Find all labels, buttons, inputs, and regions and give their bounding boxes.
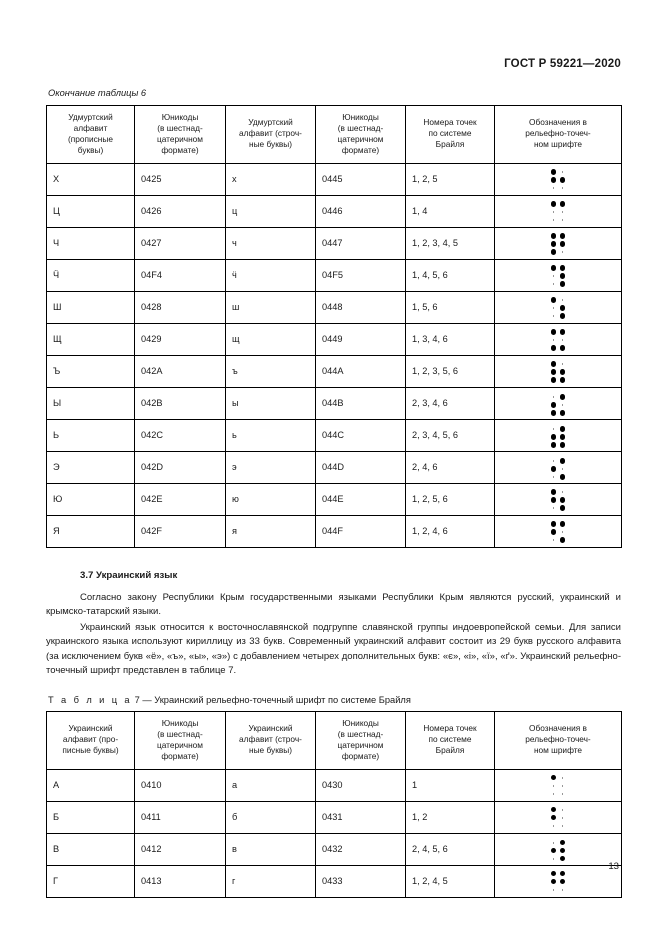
cell-uppercase-unicode: 0428 — [135, 291, 226, 323]
column-header-3 — [226, 106, 316, 164]
braille-dot-6 — [562, 219, 563, 220]
cell-uppercase-unicode: 04F4 — [135, 259, 226, 291]
table-row — [47, 419, 622, 451]
cell-uppercase-letter: Ӵ — [47, 259, 135, 291]
column-header-line: по системе — [428, 128, 472, 139]
cell-braille-glyph — [495, 227, 622, 259]
braille-dot-5 — [560, 177, 565, 182]
braille-dot-3 — [551, 442, 556, 447]
cell-braille-dot-numbers: 1, 2, 4, 5 — [406, 865, 495, 897]
braille-dot-6 — [560, 313, 565, 318]
cell-braille-glyph — [495, 769, 622, 801]
column-header-line: Обозначения в — [529, 723, 587, 734]
braille-dot-3 — [551, 249, 556, 254]
braille-dot-4 — [560, 426, 565, 431]
cell-braille-glyph — [495, 801, 622, 833]
cell-lowercase-letter: ш — [226, 291, 316, 323]
braille-dot-4 — [560, 840, 565, 845]
cell-lowercase-unicode: 04F5 — [316, 259, 406, 291]
cell-braille-dot-numbers: 1, 3, 4, 6 — [406, 323, 495, 355]
column-header-line: рельефно-точеч- — [525, 734, 591, 745]
braille-dot-1 — [551, 775, 556, 780]
column-header-line: формате) — [341, 144, 380, 155]
braille-dot-1 — [553, 428, 554, 429]
column-header-1 — [47, 711, 135, 769]
braille-dot-6 — [560, 377, 565, 382]
braille-dot-6 — [562, 889, 563, 890]
braille-cell — [549, 360, 567, 384]
table-7-ukrainian-braille — [46, 711, 622, 898]
cell-braille-dot-numbers: 2, 3, 4, 6 — [406, 387, 495, 419]
cell-lowercase-unicode: 0448 — [316, 291, 406, 323]
column-header-line: (в шестнад- — [157, 122, 203, 133]
table-row — [47, 355, 622, 387]
column-header-line: Юникоды — [161, 717, 199, 728]
spacer — [46, 679, 621, 695]
column-header-1 — [47, 106, 135, 164]
braille-dot-2 — [553, 307, 554, 308]
cell-braille-glyph — [495, 419, 622, 451]
cell-uppercase-unicode: 042B — [135, 387, 226, 419]
cell-uppercase-unicode: 0410 — [135, 769, 226, 801]
cell-lowercase-letter: ю — [226, 483, 316, 515]
column-header-line: цатеричном — [157, 739, 203, 750]
braille-dot-1 — [551, 265, 556, 270]
braille-dot-1 — [551, 329, 556, 334]
braille-dot-2 — [551, 369, 556, 374]
braille-dot-4 — [562, 171, 563, 172]
column-header-5 — [406, 106, 495, 164]
cell-uppercase-unicode: 042C — [135, 419, 226, 451]
braille-dot-4 — [562, 363, 563, 364]
braille-dot-1 — [553, 842, 554, 843]
braille-dot-4 — [560, 233, 565, 238]
braille-dot-2 — [553, 339, 554, 340]
braille-cell — [549, 328, 567, 352]
cell-lowercase-letter: ч — [226, 227, 316, 259]
braille-dot-1 — [551, 233, 556, 238]
column-header-line: Юникоды — [342, 717, 379, 728]
cell-braille-dot-numbers: 1, 2, 5, 6 — [406, 483, 495, 515]
braille-dot-2 — [551, 815, 556, 820]
braille-dot-4 — [560, 329, 565, 334]
column-header-line: алфавит (про- — [62, 734, 119, 745]
braille-dot-5 — [560, 369, 565, 374]
table7-body — [47, 769, 622, 897]
cell-uppercase-letter: Ц — [47, 195, 135, 227]
cell-uppercase-letter: Б — [47, 801, 135, 833]
section-paragraph-2: Украинский язык относится к восточнославянской подгруппе славянской группы индоевропейской семьи. Для записи украинского языка используют кириллицу из 33 букв. Современный украинский алфавит состоит из 29 букв русского алфавита (за исключением букв «ё», «ъ», «ы», «э») с добавлением четырех дополнительных букв: «є», «і», «ї», «ґ». Украинский рельефно-точечный шрифт представлен в таблице 7. — [46, 621, 621, 677]
cell-braille-glyph — [495, 483, 622, 515]
braille-dot-6 — [560, 537, 565, 542]
table-row — [47, 291, 622, 323]
cell-lowercase-letter: ӵ — [226, 259, 316, 291]
braille-dot-1 — [551, 169, 556, 174]
cell-lowercase-letter: щ — [226, 323, 316, 355]
braille-dot-6 — [560, 856, 565, 861]
braille-dot-1 — [551, 489, 556, 494]
braille-dot-6 — [560, 345, 565, 350]
braille-dot-2 — [553, 275, 554, 276]
braille-cell — [549, 457, 567, 481]
column-header-line: формате) — [341, 750, 380, 761]
cell-braille-glyph — [495, 515, 622, 547]
column-header-5 — [406, 711, 495, 769]
table-row — [47, 195, 622, 227]
braille-dot-4 — [560, 265, 565, 270]
cell-braille-dot-numbers: 1, 5, 6 — [406, 291, 495, 323]
braille-dot-4 — [562, 809, 563, 810]
cell-lowercase-letter: ь — [226, 419, 316, 451]
cell-braille-glyph — [495, 451, 622, 483]
column-header-line: писные буквы) — [62, 745, 119, 756]
column-header-line: формате) — [161, 750, 199, 761]
column-header-line: ные буквы) — [249, 139, 292, 150]
braille-cell — [549, 264, 567, 288]
braille-dot-2 — [551, 402, 556, 407]
column-header-line: Брайля — [435, 139, 465, 150]
page-number: 13 — [608, 861, 619, 872]
column-header-line: Юникоды — [161, 112, 199, 122]
cell-lowercase-letter: ц — [226, 195, 316, 227]
cell-braille-dot-numbers: 1, 2, 4, 6 — [406, 515, 495, 547]
cell-braille-dot-numbers: 1, 2, 3, 4, 5 — [406, 227, 495, 259]
column-header-line: (в шестнад- — [337, 728, 384, 739]
braille-dot-1 — [551, 361, 556, 366]
table6-header-row — [47, 106, 622, 164]
column-header-4 — [316, 711, 406, 769]
braille-dot-5 — [560, 305, 565, 310]
table-row — [47, 451, 622, 483]
cell-lowercase-letter: б — [226, 801, 316, 833]
table-row — [47, 801, 622, 833]
braille-cell — [549, 232, 567, 256]
cell-lowercase-unicode: 044C — [316, 419, 406, 451]
column-header-line: Украинский — [68, 723, 113, 734]
column-header-line: по системе — [428, 734, 472, 745]
column-header-6 — [495, 106, 622, 164]
column-header-line: ном шрифте — [533, 139, 583, 150]
column-header-6 — [495, 711, 622, 769]
column-header-line: Брайля — [435, 745, 465, 756]
column-header-3 — [226, 711, 316, 769]
column-header-line: (в шестнад- — [157, 728, 203, 739]
cell-lowercase-unicode: 0449 — [316, 323, 406, 355]
column-header-line: алфавит (строч- — [239, 128, 302, 139]
table7-caption — [48, 695, 621, 705]
column-header-line: (в шестнад- — [337, 122, 384, 133]
cell-braille-dot-numbers: 1 — [406, 769, 495, 801]
cell-braille-glyph — [495, 259, 622, 291]
column-header-line: ные буквы) — [249, 745, 292, 756]
column-header-line: (прописные — [68, 133, 113, 144]
braille-dot-6 — [560, 474, 565, 479]
braille-cell — [549, 774, 567, 798]
table7-header-row — [47, 711, 622, 769]
column-header-line: ном шрифте — [533, 745, 583, 756]
cell-lowercase-letter: я — [226, 515, 316, 547]
column-header-line: алфавит — [73, 122, 108, 133]
braille-dot-5 — [560, 497, 565, 502]
braille-dot-3 — [553, 889, 554, 890]
cell-lowercase-unicode: 044E — [316, 483, 406, 515]
braille-dot-4 — [562, 777, 563, 778]
braille-dot-2 — [551, 241, 556, 246]
table6-caption: Окончание таблицы 6 — [48, 88, 147, 98]
cell-lowercase-unicode: 0433 — [316, 865, 406, 897]
braille-dot-5 — [562, 785, 563, 786]
column-header-line: буквы) — [77, 144, 104, 155]
cell-braille-glyph — [495, 387, 622, 419]
table-row — [47, 259, 622, 291]
braille-dot-4 — [560, 521, 565, 526]
table-header-row — [47, 106, 622, 164]
braille-dot-6 — [560, 505, 565, 510]
cell-uppercase-unicode: 0413 — [135, 865, 226, 897]
cell-braille-glyph — [495, 195, 622, 227]
braille-dot-1 — [551, 297, 556, 302]
cell-uppercase-letter: Щ — [47, 323, 135, 355]
cell-uppercase-letter: А — [47, 769, 135, 801]
column-header-line: Юникоды — [342, 112, 379, 122]
cell-braille-dot-numbers: 1, 4, 5, 6 — [406, 259, 495, 291]
braille-dot-4 — [562, 491, 563, 492]
cell-braille-dot-numbers: 2, 3, 4, 5, 6 — [406, 419, 495, 451]
section-paragraph-1: Согласно закону Республики Крым государственными языками Республики Крым являются русский, украинский и крымско-татарский языки. — [46, 591, 621, 618]
braille-dot-6 — [562, 187, 563, 188]
column-header-2 — [135, 106, 226, 164]
braille-dot-1 — [551, 871, 556, 876]
braille-cell — [549, 520, 567, 544]
braille-dot-3 — [551, 410, 556, 415]
cell-uppercase-unicode: 042E — [135, 483, 226, 515]
braille-cell — [549, 393, 567, 417]
braille-dot-3 — [553, 539, 554, 540]
braille-cell — [549, 488, 567, 512]
table-row — [47, 323, 622, 355]
cell-braille-glyph — [495, 865, 622, 897]
braille-dot-4 — [560, 871, 565, 876]
cell-uppercase-letter: Ю — [47, 483, 135, 515]
cell-lowercase-unicode: 0431 — [316, 801, 406, 833]
braille-dot-3 — [553, 476, 554, 477]
cell-uppercase-unicode: 0426 — [135, 195, 226, 227]
braille-dot-2 — [551, 177, 556, 182]
table7-caption-text: 7 — Украинский рельефно-точечный шрифт по системе Брайля — [134, 694, 411, 705]
cell-braille-glyph — [495, 163, 622, 195]
braille-dot-2 — [551, 879, 556, 884]
braille-cell — [549, 168, 567, 192]
braille-dot-5 — [560, 848, 565, 853]
table6-body — [47, 163, 622, 547]
cell-braille-dot-numbers: 1, 2, 3, 5, 6 — [406, 355, 495, 387]
cell-uppercase-unicode: 0429 — [135, 323, 226, 355]
cell-lowercase-unicode: 044A — [316, 355, 406, 387]
braille-dot-3 — [553, 858, 554, 859]
braille-dot-3 — [551, 377, 556, 382]
column-header-line: цатеричном — [337, 739, 384, 750]
cell-braille-glyph — [495, 323, 622, 355]
cell-lowercase-letter: в — [226, 833, 316, 865]
braille-dot-3 — [553, 315, 554, 316]
braille-dot-1 — [551, 201, 556, 206]
braille-dot-6 — [562, 825, 563, 826]
cell-uppercase-unicode: 042A — [135, 355, 226, 387]
braille-dot-5 — [562, 339, 563, 340]
cell-lowercase-letter: х — [226, 163, 316, 195]
braille-dot-1 — [553, 396, 554, 397]
braille-dot-2 — [553, 785, 554, 786]
table-row — [47, 483, 622, 515]
cell-braille-dot-numbers: 1, 2, 5 — [406, 163, 495, 195]
braille-dot-4 — [560, 201, 565, 206]
column-header-line: Обозначения в — [529, 117, 587, 128]
braille-dot-5 — [562, 404, 563, 405]
cell-lowercase-letter: э — [226, 451, 316, 483]
cell-braille-dot-numbers: 1, 4 — [406, 195, 495, 227]
cell-lowercase-unicode: 044F — [316, 515, 406, 547]
column-header-line: Украинский — [248, 723, 293, 734]
column-header-line: Номера точек — [423, 117, 477, 128]
braille-dot-5 — [562, 211, 563, 212]
braille-dot-3 — [553, 825, 554, 826]
braille-dot-5 — [562, 531, 563, 532]
table-row — [47, 387, 622, 419]
braille-dot-2 — [551, 497, 556, 502]
braille-dot-4 — [560, 394, 565, 399]
braille-dot-4 — [562, 299, 563, 300]
braille-cell — [549, 425, 567, 449]
braille-cell — [549, 200, 567, 224]
cell-lowercase-letter: ы — [226, 387, 316, 419]
table7-caption-label: Т а б л и ц а — [48, 694, 132, 705]
cell-lowercase-unicode: 044D — [316, 451, 406, 483]
braille-dot-5 — [562, 468, 563, 469]
table-row — [47, 163, 622, 195]
cell-lowercase-unicode: 044B — [316, 387, 406, 419]
table-row — [47, 515, 622, 547]
column-header-line: формате) — [161, 144, 199, 155]
column-header-4 — [316, 106, 406, 164]
braille-dot-3 — [553, 793, 554, 794]
cell-braille-glyph — [495, 291, 622, 323]
cell-lowercase-unicode: 0432 — [316, 833, 406, 865]
table-row — [47, 833, 622, 865]
braille-dot-6 — [562, 251, 563, 252]
braille-dot-2 — [551, 466, 556, 471]
cell-braille-dot-numbers: 2, 4, 6 — [406, 451, 495, 483]
cell-uppercase-letter: Ш — [47, 291, 135, 323]
cell-uppercase-unicode: 0427 — [135, 227, 226, 259]
cell-uppercase-unicode: 042D — [135, 451, 226, 483]
braille-dot-6 — [560, 410, 565, 415]
cell-braille-glyph — [495, 355, 622, 387]
table-header-row — [47, 711, 622, 769]
braille-dot-3 — [551, 345, 556, 350]
column-header-line: Удмуртский — [68, 112, 113, 122]
cell-uppercase-unicode: 0425 — [135, 163, 226, 195]
braille-dot-6 — [562, 793, 563, 794]
cell-lowercase-unicode: 0445 — [316, 163, 406, 195]
braille-dot-6 — [560, 281, 565, 286]
cell-braille-dot-numbers: 2, 4, 5, 6 — [406, 833, 495, 865]
braille-dot-1 — [551, 807, 556, 812]
cell-lowercase-unicode: 0430 — [316, 769, 406, 801]
braille-dot-1 — [551, 521, 556, 526]
page-content — [46, 88, 621, 898]
braille-cell — [549, 870, 567, 894]
braille-dot-3 — [553, 187, 554, 188]
braille-dot-5 — [560, 879, 565, 884]
column-header-line: Удмуртский — [248, 117, 293, 128]
braille-dot-1 — [553, 460, 554, 461]
braille-dot-2 — [553, 211, 554, 212]
table-row — [47, 227, 622, 259]
table-row — [47, 769, 622, 801]
column-header-2 — [135, 711, 226, 769]
braille-dot-2 — [551, 848, 556, 853]
cell-uppercase-letter: Ы — [47, 387, 135, 419]
cell-uppercase-letter: Х — [47, 163, 135, 195]
column-header-line: Номера точек — [423, 723, 477, 734]
column-header-line: цатеричном — [337, 133, 384, 144]
braille-dot-5 — [562, 817, 563, 818]
cell-lowercase-unicode: 0446 — [316, 195, 406, 227]
braille-cell — [549, 296, 567, 320]
cell-braille-dot-numbers: 1, 2 — [406, 801, 495, 833]
column-header-line: рельефно-точеч- — [525, 128, 591, 139]
braille-cell — [549, 806, 567, 830]
braille-cell — [549, 839, 567, 863]
braille-dot-4 — [560, 458, 565, 463]
column-header-line: цатеричном — [157, 133, 203, 144]
braille-dot-3 — [553, 283, 554, 284]
cell-uppercase-unicode: 042F — [135, 515, 226, 547]
table-row — [47, 865, 622, 897]
cell-uppercase-letter: Э — [47, 451, 135, 483]
cell-uppercase-letter: Ь — [47, 419, 135, 451]
table-6-udmurt-braille — [46, 105, 622, 548]
braille-dot-5 — [560, 273, 565, 278]
cell-uppercase-letter: В — [47, 833, 135, 865]
section-heading-3-7: 3.7 Украинский язык — [80, 569, 178, 581]
cell-uppercase-letter: Я — [47, 515, 135, 547]
cell-lowercase-letter: а — [226, 769, 316, 801]
cell-lowercase-letter: ъ — [226, 355, 316, 387]
braille-dot-5 — [560, 434, 565, 439]
cell-uppercase-letter: Г — [47, 865, 135, 897]
braille-dot-5 — [560, 241, 565, 246]
braille-dot-3 — [553, 219, 554, 220]
cell-uppercase-unicode: 0412 — [135, 833, 226, 865]
cell-uppercase-unicode: 0411 — [135, 801, 226, 833]
braille-dot-2 — [551, 434, 556, 439]
braille-dot-6 — [560, 442, 565, 447]
cell-uppercase-letter: Ч — [47, 227, 135, 259]
cell-braille-glyph — [495, 833, 622, 865]
cell-lowercase-unicode: 0447 — [316, 227, 406, 259]
cell-uppercase-letter: Ъ — [47, 355, 135, 387]
braille-dot-3 — [553, 507, 554, 508]
column-header-line: алфавит (строч- — [239, 734, 302, 745]
running-header-standard-number: ГОСТ Р 59221—2020 — [504, 58, 621, 70]
cell-lowercase-letter: г — [226, 865, 316, 897]
braille-dot-2 — [551, 529, 556, 534]
